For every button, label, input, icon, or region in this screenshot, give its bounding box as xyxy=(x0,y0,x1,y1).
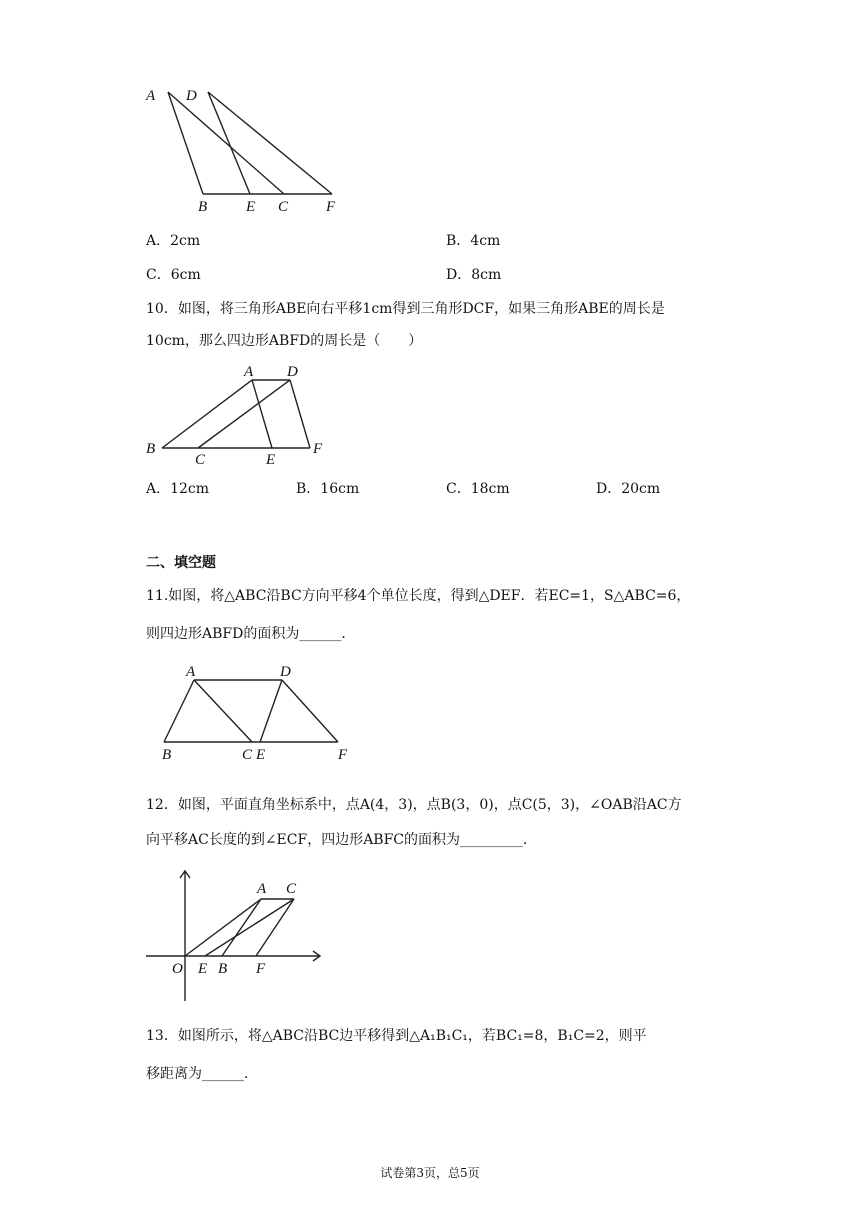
page-footer: 试卷第3页，总5页 xyxy=(380,1166,480,1180)
fig9-label-c: C xyxy=(278,199,289,215)
q10-figure xyxy=(140,360,340,470)
fig11-label-a: A xyxy=(186,664,196,680)
q10-text-line1: 10．如图，将三角形ABE向右平移1cm得到三角形DCF，如果三角形ABE的周长是 xyxy=(146,301,665,317)
fig12-label-b: B xyxy=(218,961,228,977)
q9-option-a: A．2cm xyxy=(146,233,201,249)
q12-text-line1: 12．如图，平面直角坐标系中，点A(4，3)，点B(3，0)，点C(5，3)，∠OAB沿AC方 xyxy=(146,797,682,813)
q13-text-line1: 13．如图所示，将△ABC沿BC边平移得到△A₁B₁C₁，若BC₁=8，B₁C=2，则平 xyxy=(146,1028,647,1044)
fig11-label-c: C xyxy=(242,747,253,763)
fig9-label-b: B xyxy=(198,199,208,215)
fig11-label-f: F xyxy=(338,747,348,763)
fig12-label-c: C xyxy=(286,881,297,897)
fig10-label-b: B xyxy=(146,441,156,457)
fig11-label-e: E xyxy=(256,747,266,763)
fig11-label-d: D xyxy=(280,664,291,680)
q11-text-line1: 11.如图，将△ABC沿BC方向平移4个单位长度，得到△DEF．若EC=1，S△ABC=6， xyxy=(146,588,691,604)
q10-option-b: B．16cm xyxy=(296,481,360,497)
fig12-label-f: F xyxy=(256,961,266,977)
q9-figure xyxy=(140,80,360,215)
fig9-label-a: A xyxy=(146,88,156,104)
q13-text-line2: 移距离为______． xyxy=(146,1066,258,1082)
fig10-label-a: A xyxy=(244,364,254,380)
q9-option-b: B．4cm xyxy=(446,233,501,249)
q12-text-line2: 向平移AC长度的到∠ECF，四边形ABFC的面积为_________． xyxy=(146,832,538,848)
fig9-label-d: D xyxy=(186,88,197,104)
fig10-label-d: D xyxy=(287,364,298,380)
fig9-label-f: F xyxy=(326,199,336,215)
fig10-label-e: E xyxy=(266,452,276,468)
fig10-label-f: F xyxy=(313,441,323,457)
fig11-label-b: B xyxy=(162,747,172,763)
section-title: 二、填空题 xyxy=(146,555,216,571)
q11-figure xyxy=(150,660,380,770)
q10-option-c: C．18cm xyxy=(446,481,510,497)
fig9-label-e: E xyxy=(246,199,256,215)
fig12-label-a: A xyxy=(257,881,267,897)
q11-text-line2: 则四边形ABFD的面积为______． xyxy=(146,626,356,642)
q10-option-a: A．12cm xyxy=(146,481,210,497)
q10-text-line2: 10cm，那么四边形ABFD的周长是（ ） xyxy=(146,333,423,349)
fig12-label-o: O xyxy=(172,961,183,977)
fig10-label-c: C xyxy=(195,452,206,468)
q10-option-d: D．20cm xyxy=(596,481,661,497)
q9-option-d: D．8cm xyxy=(446,267,502,283)
q9-option-c: C．6cm xyxy=(146,267,201,283)
fig12-label-e: E xyxy=(198,961,208,977)
q12-figure xyxy=(140,865,330,1005)
